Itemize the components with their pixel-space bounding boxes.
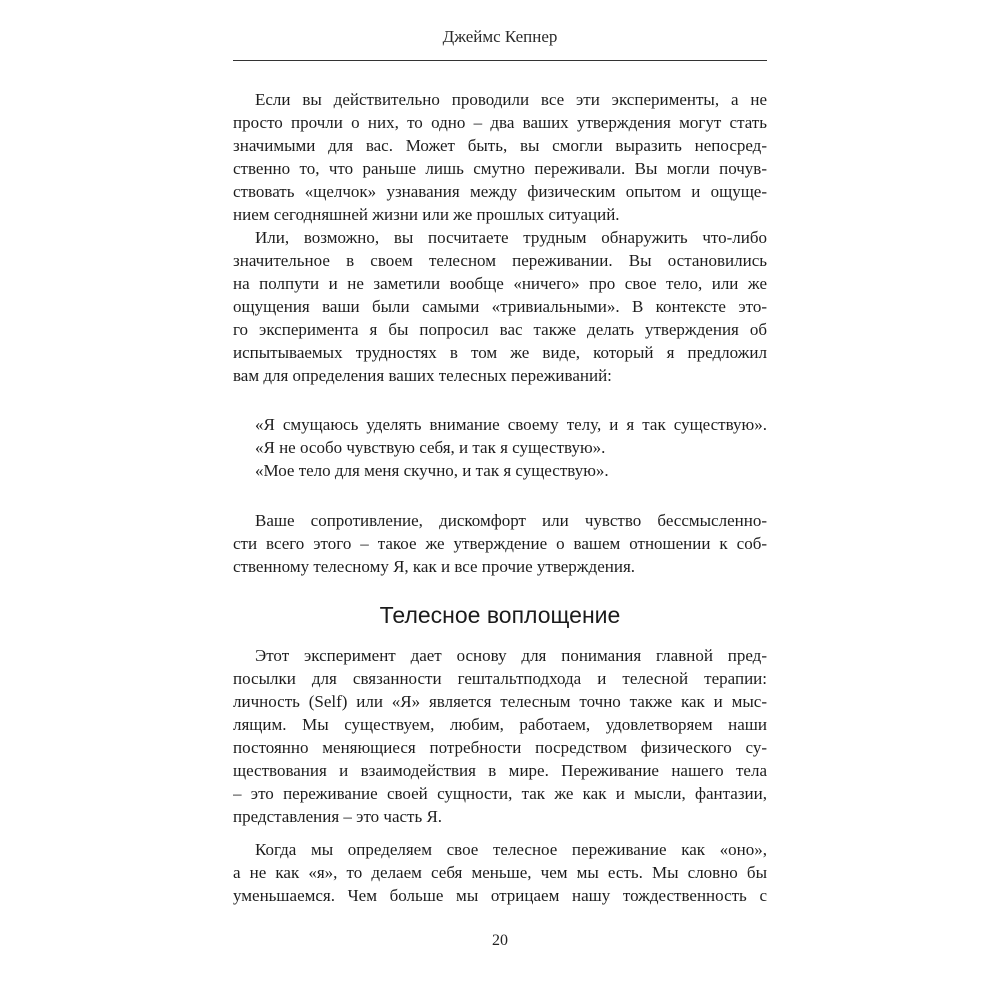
text-line: Если вы действительно проводили все эти эксперименты, а не (255, 90, 767, 109)
paragraph-5 (233, 838, 767, 907)
text-line: ществования и взаимодействия в мире. Переживание нашего тела (233, 761, 767, 780)
text-line: личность (Self) или «Я» является телесным точно также как и мыс- (233, 692, 767, 711)
text-line: посылки для связанности гештальтподхода и телесной терапии: (233, 669, 767, 688)
text-line: – это переживание своей сущности, так же как и мысли, фантазии, (233, 784, 767, 803)
text-line: представления – это часть Я. (233, 807, 443, 826)
text-line: уменьшаемся. Чем больше мы отрицаем нашу тождественность с (233, 886, 767, 905)
text-line: на полпути и не заметили вообще «ничего» про свое тело, или же (233, 274, 767, 293)
text-line: ствовать «щелчок» узнавания между физическим опытом и ощуще- (233, 182, 767, 201)
paragraph-3 (233, 509, 767, 578)
text-line: а не как «я», то делаем себя меньше, чем мы есть. Мы словно бы (233, 863, 767, 882)
text-line: Ваше сопротивление, дискомфорт или чувство бессмысленно- (255, 511, 767, 530)
text-line: значимыми для вас. Может быть, вы смогли выразить непосред- (233, 136, 767, 155)
page-number: 20 (492, 932, 508, 949)
quote-line: «Мое тело для меня скучно, и так я существую». (255, 461, 609, 480)
running-head: Джеймс Кепнер (442, 27, 558, 46)
quote-block (233, 413, 767, 482)
paragraph-1 (233, 88, 767, 226)
text-line: Или, возможно, вы посчитаете трудным обнаружить что-либо (255, 228, 767, 247)
text-line: Этот эксперимент дает основу для понимания главной пред- (255, 646, 767, 665)
text-line: просто прочли о них, то одно – два ваших утверждения могут стать (233, 113, 767, 132)
text-line: го эксперимента я бы попросил вас также делать утверждения об (233, 320, 767, 339)
text-line: лящим. Мы существуем, любим, работаем, удовлетворяем наши (233, 715, 767, 734)
text-line: испытываемых трудностях в том же виде, который я предложил (233, 343, 767, 362)
header-rule (233, 60, 767, 61)
quote-line: «Я не особо чувствую себя, и так я существую». (255, 438, 606, 457)
text-line: вам для определения ваших телесных переживаний: (233, 366, 612, 385)
paragraph-4 (233, 644, 767, 828)
text-line: сти всего этого – такое же утверждение о вашем отношении к соб- (233, 534, 767, 553)
quote-line: «Я смущаюсь уделять внимание своему телу, и я так существую». (255, 415, 767, 434)
text-line: ственно то, что раньше лишь смутно переживали. Вы могли почув- (233, 159, 767, 178)
text-line: ственному телесному Я, как и все прочие утверждения. (233, 557, 636, 576)
text-line: постоянно меняющиеся потребности посредством физического су- (233, 738, 767, 757)
section-heading: Телесное воплощение (379, 602, 621, 628)
text-line: Когда мы определяем свое телесное переживание как «оно», (255, 840, 767, 859)
paragraph-2 (233, 226, 767, 387)
text-line: ощущения ваши были самыми «тривиальными». В контексте это- (233, 297, 767, 316)
text-line: нием сегодняшней жизни или же прошлых ситуаций. (233, 205, 620, 224)
text-line: значительное в своем телесном переживании. Вы остановились (233, 251, 767, 270)
